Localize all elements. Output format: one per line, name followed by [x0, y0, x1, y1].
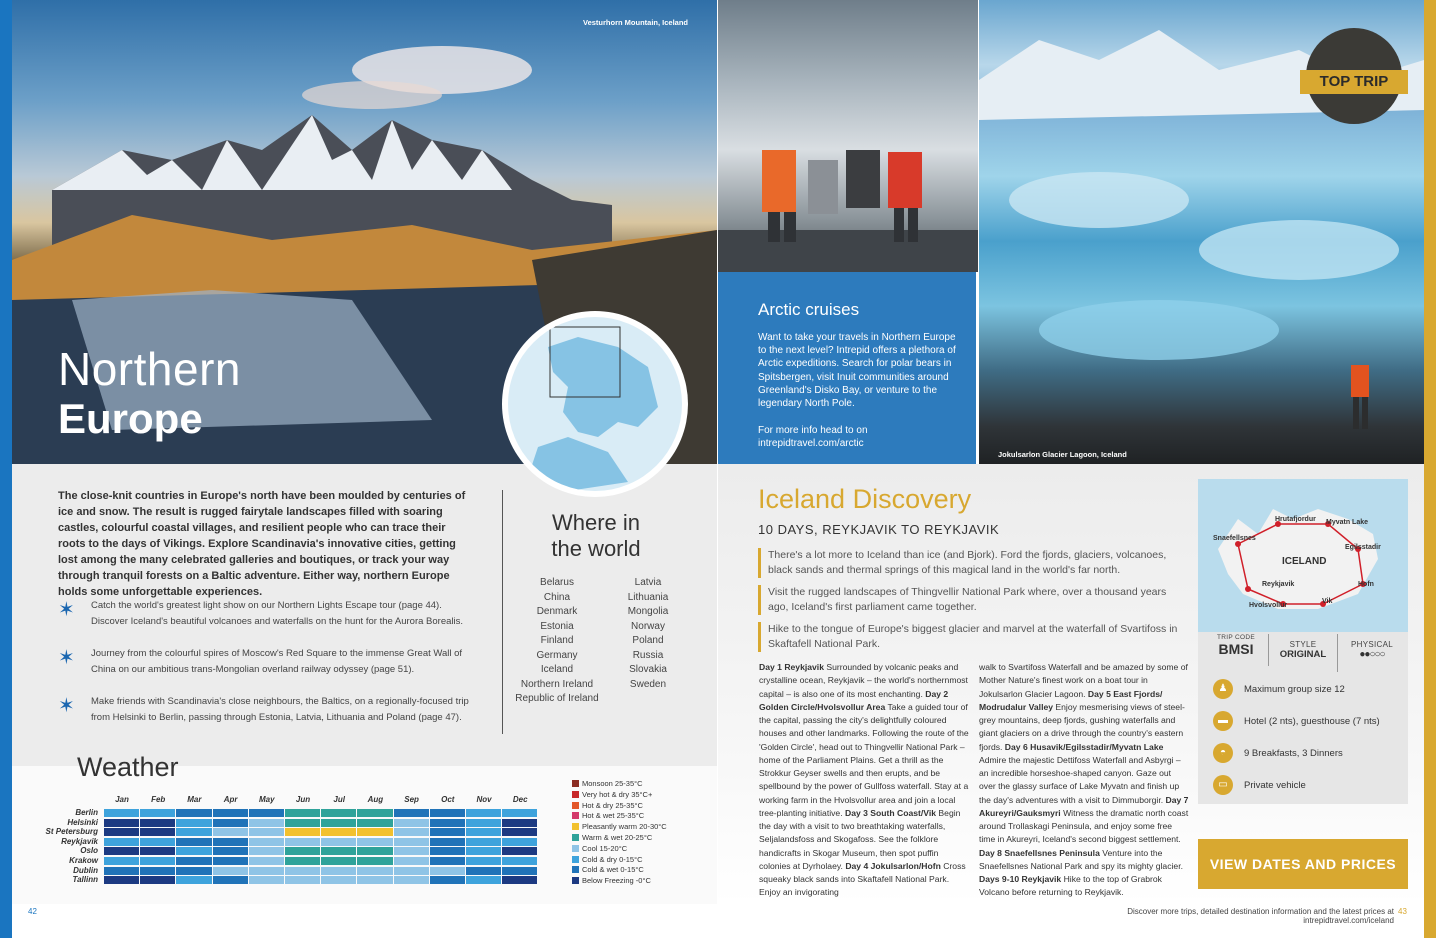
weather-cell	[357, 867, 392, 875]
legend-swatch	[572, 866, 579, 873]
itinerary-day-text: Cross squeaky black sands into Skaftafell National Park. Enjoy an invigorating	[759, 860, 966, 898]
itinerary-day-heading: Days 9-10 Reykjavik	[979, 874, 1062, 884]
weather-cell	[140, 857, 175, 865]
country-item: Norway	[631, 620, 665, 632]
itinerary-day-heading: Day 4 Jokulsarlon/Hofn	[845, 860, 941, 871]
itinerary-day-text: Admire the majestic Dettifoss Waterfall and Asbyrgi – an incredible horseshoe-shaped canyon. Gaze out over the glassy surface of Lake Myvatn and finish up the day's adventures with a visit to Dimmuborgir.	[979, 754, 1181, 805]
bullet-text: Journey from the colourful spires of Moscow's Red Square to the immense Great Wall of China on our ambitious trans-Mongolian overland railway odyssey (page 51).	[91, 648, 463, 675]
page-number-left: 42	[28, 907, 37, 916]
weather-cell	[140, 809, 175, 817]
weather-month-label: Aug	[367, 795, 384, 804]
legend-label: Hot & wet 25-35°C	[582, 811, 645, 821]
weather-cell	[213, 876, 248, 884]
trip-code-value: BMSI	[1218, 641, 1254, 657]
group-icon: ♟	[1213, 679, 1233, 699]
legend-swatch	[572, 845, 579, 852]
country-item: Belarus	[540, 577, 574, 588]
weather-cell	[466, 876, 501, 884]
itinerary-day-heading: Day 5 East Fjords/ Modrudalur Valley	[979, 688, 1163, 712]
weather-cell	[394, 847, 429, 855]
legend-label: Cold & wet 0-15°C	[582, 865, 644, 875]
weather-cell	[285, 857, 320, 865]
hero-caption: Vesturhorn Mountain, Iceland	[583, 18, 689, 27]
legend-swatch	[572, 856, 579, 863]
legend-label: Very hot & dry 35°C+	[582, 789, 653, 799]
weather-cell	[104, 838, 139, 846]
weather-cell	[285, 828, 320, 836]
legend-swatch	[572, 877, 579, 884]
map-place: Hrutafjordur	[1275, 516, 1316, 523]
weather-cell	[466, 847, 501, 855]
weather-cell	[321, 847, 356, 855]
trip-title: Iceland Discovery	[758, 484, 972, 514]
weather-cell	[285, 867, 320, 875]
weather-legend-item	[582, 833, 652, 842]
weather-cell	[213, 867, 248, 875]
itinerary-day-text: Take a guided tour of the capital, passing the city's delightfully coloured houses and other landmarks. Following the route of the 'Golden Circle', head out to Thingvellir National Park – home of the Parliament Plains. Get a thrill as the Strokkur Geyser swells and then erupts, and be spellbound by the power of Gullfoss waterfall. Stay at a working farm in the Hvolsvollur area and join a local tree-planting initiative.	[759, 701, 969, 818]
weather-cell	[357, 847, 392, 855]
country-item: Poland	[632, 635, 664, 646]
physical-cell	[1338, 634, 1406, 672]
legend-label: Warm & wet 20-25°C	[582, 833, 653, 842]
weather-cell	[502, 819, 537, 827]
country-item: Latvia	[634, 577, 662, 588]
weather-cell	[430, 876, 465, 884]
weather-month-label: May	[259, 795, 275, 804]
weather-city-label: Helsinki	[67, 817, 98, 827]
weather-month-label: Dec	[512, 795, 528, 804]
glacier-caption: Jokulsarlon Glacier Lagoon, Iceland	[998, 450, 1127, 459]
itinerary-column-1	[759, 661, 969, 900]
map-place: Myvatn Lake	[1326, 519, 1369, 526]
weather-cell	[357, 828, 392, 836]
weather-cell	[430, 828, 465, 836]
weather-legend-item	[582, 876, 651, 885]
star-icon: ✶	[58, 695, 75, 717]
country-item: Finland	[540, 635, 574, 646]
weather-cell	[140, 838, 175, 846]
bullet-text: Catch the world's greatest light show on our Northern Lights Escape tour (page 44). Discover Iceland's beautiful volcanoes and waterfalls on the hunt for the Aurora Borealis.	[91, 600, 463, 627]
legend-label: Hot & dry 25-35°C	[582, 800, 643, 810]
weather-city-label: Reykjavik	[61, 836, 98, 846]
weather-legend-item	[582, 790, 652, 799]
itinerary-day-text: Begin the day with a visit to two breathtaking waterfalls, Seljalandsfoss and Skogafoss. See the folklore handicrafts in Skogar Museum, then spot puffin colonies at Dyrholaey.	[759, 807, 961, 871]
weather-cell	[394, 819, 429, 827]
itinerary-day-heading: Day 2 Golden Circle/Hvolsvollur Area	[759, 688, 949, 712]
weather-month-label: Nov	[476, 795, 492, 804]
weather-cell	[321, 809, 356, 817]
itinerary-day-heading: Day 1 Reykjavik	[759, 662, 824, 672]
weather-cell	[213, 838, 248, 846]
map-place: Hvolsvollur	[1249, 602, 1288, 609]
weather-cell	[466, 857, 501, 865]
physical-rating-dots: ●●○○○	[1359, 649, 1385, 660]
weather-cell	[357, 876, 392, 884]
itinerary-day-text: Witness the dramatic north coast around Trollaskagi Peninsula, and enjoy some free time in Akureyri, Iceland's second biggest settlement.	[979, 807, 1189, 845]
weather-cell	[176, 857, 211, 865]
weather-cell	[249, 857, 284, 865]
weather-cell	[502, 876, 537, 884]
itinerary-day-text: Venture into the Snaefellsnes National Park and spy its mighty glacier.	[979, 847, 1183, 871]
weather-cell	[213, 828, 248, 836]
map-country-label: ICELAND	[1282, 556, 1327, 567]
weather-cell	[502, 857, 537, 865]
weather-cell	[394, 809, 429, 817]
weather-cell	[104, 857, 139, 865]
page-title-line2: Europe	[58, 395, 203, 442]
country-item: China	[543, 591, 571, 603]
weather-cell	[321, 819, 356, 827]
weather-cell	[176, 876, 211, 884]
arctic-link-text[interactable]: For more info head to on intrepidtravel.com/arctic	[758, 425, 868, 450]
weather-cell	[430, 867, 465, 875]
weather-cell	[213, 847, 248, 855]
legend-label: Below Freezing -0°C	[582, 876, 651, 886]
weather-cell	[321, 838, 356, 846]
style-label: STYLE	[1289, 640, 1317, 649]
country-item: Germany	[536, 649, 578, 661]
weather-cell	[502, 838, 537, 846]
weather-cell	[285, 838, 320, 846]
weather-cell	[394, 838, 429, 846]
legend-swatch	[572, 834, 579, 841]
weather-cell	[249, 838, 284, 846]
map-place: Egilsstadir	[1345, 544, 1381, 551]
physical-label: PHYSICAL	[1351, 640, 1393, 649]
weather-cell	[104, 828, 139, 836]
weather-cell	[466, 838, 501, 846]
weather-cell	[176, 819, 211, 827]
weather-cell	[104, 876, 139, 884]
weather-cell	[394, 867, 429, 875]
weather-legend-item	[582, 779, 643, 788]
weather-cell	[176, 847, 211, 855]
trip-code-label: TRIP CODE	[1217, 634, 1255, 641]
country-item: Mongolia	[627, 606, 669, 617]
right-edge-bar	[1424, 0, 1436, 938]
inclusion-text: Maximum group size 12	[1244, 684, 1345, 695]
itinerary-day-heading: Day 3 South Coast/Vik	[844, 807, 937, 818]
weather-month-label: Jan	[115, 795, 129, 804]
weather-cell	[140, 876, 175, 884]
itinerary-day-heading: Day 6 Husavik/Egilsstadir/Myvatn Lake	[1004, 741, 1164, 752]
arctic-title: Arctic cruises	[758, 300, 860, 319]
weather-cell	[249, 819, 284, 827]
bullet-text: Make friends with Scandinavia's close neighbours, the Baltics, on a regionally-focused trip from Helsinki to Berlin, passing through Estonia, Latvia, Lithuania and Poland (page 47).	[91, 696, 469, 723]
weather-cell	[249, 828, 284, 836]
weather-legend-item	[582, 855, 643, 864]
weather-cell	[430, 838, 465, 846]
country-item: Slovakia	[629, 664, 667, 675]
weather-cell	[140, 867, 175, 875]
weather-cell	[321, 867, 356, 875]
weather-cell	[249, 809, 284, 817]
weather-city-label: Berlin	[75, 808, 98, 817]
weather-cell	[213, 819, 248, 827]
weather-legend-item	[582, 811, 644, 820]
weather-cell	[285, 819, 320, 827]
weather-cell	[104, 809, 139, 817]
legend-label: Pleasantly warm 20-30°C	[582, 822, 667, 832]
legend-swatch	[572, 802, 579, 809]
trip-highlight: Visit the rugged landscapes of Thingvellir National Park where, over a thousand years ago, Iceland's first parliament came together.	[758, 585, 1188, 615]
weather-cell	[430, 809, 465, 817]
intro-paragraph: The close-knit countries in Europe's north have been moulded by centuries of ice and snow. The result is rugged fairytale landscapes filled with soaring castles, colourful coastal villages, and resilient people who can trace their roots to the days of Vikings. Explore Scandinavia's innovative cities, getting lost among the many celebrated galleries and boutiques, or track your way through tranquil forests on a Baltic adventure. Either way, northern Europe holds some unforgettable experiences.	[58, 490, 466, 598]
weather-cell	[321, 876, 356, 884]
inclusion-text: 9 Breakfasts, 3 Dinners	[1244, 748, 1343, 759]
weather-city-label: Tallinn	[72, 875, 98, 885]
weather-cell	[321, 828, 356, 836]
arctic-group-photo	[718, 0, 978, 272]
trip-highlight: Hike to the tongue of Europe's biggest glacier and marvel at the waterfall of Svartifoss in Skaftafell National Park.	[758, 622, 1188, 652]
weather-month-label: Feb	[151, 795, 166, 804]
country-item: Lithuania	[627, 591, 669, 603]
weather-cell	[430, 847, 465, 855]
weather-city-label: Krakow	[69, 856, 98, 865]
weather-title: Weather	[77, 752, 179, 782]
weather-cell	[502, 867, 537, 875]
page-number-right: 43	[1398, 907, 1407, 916]
itinerary-day-text: Hike to the top of Grabrok Volcano before returning to Reykjavik.	[979, 874, 1162, 898]
weather-cell	[357, 819, 392, 827]
bed-icon: ▬	[1213, 711, 1233, 731]
weather-cell	[394, 857, 429, 865]
weather-cell	[285, 847, 320, 855]
weather-cell	[213, 857, 248, 865]
footer-text: Discover more trips, detailed destination information and the latest prices at intrepidtravel.com/iceland	[1127, 907, 1394, 925]
weather-cell	[285, 876, 320, 884]
weather-cell	[249, 847, 284, 855]
weather-legend-item	[582, 801, 643, 810]
map-place: Hofn	[1358, 581, 1374, 588]
country-item: Estonia	[540, 620, 574, 632]
trip-code-cell	[1204, 634, 1269, 666]
itinerary-day-text: Enjoy mesmerising views of steel-grey mountains, deep fjords, gushing waterfalls and giant glaciers on a drive through the country's eastern fjords.	[979, 701, 1185, 752]
weather-legend-item	[582, 822, 667, 831]
weather-cell	[502, 828, 537, 836]
arctic-body: Want to take your travels in Northern Europe to the next level? Intrepid offers a plethora of Arctic expeditions. Search for polar bears in Spitsbergen, visit Inuit communities around Greenland's Disko Bay, or venture to the legendary North Pole.	[758, 332, 956, 410]
star-icon: ✶	[58, 647, 75, 669]
country-item: Sweden	[629, 678, 667, 690]
legend-swatch	[572, 780, 579, 787]
weather-cell	[140, 847, 175, 855]
itinerary-day-text: walk to Svartifoss Waterfall and be amazed by some of Mother Nature's finest work on a boat tour in Jokulsarlon Glacier Lagoon.	[979, 662, 1188, 699]
itinerary-day-heading: Day 8 Snaefellsnes Peninsula	[979, 847, 1100, 858]
map-place: Snaefellsnes	[1213, 535, 1256, 542]
weather-legend-item	[582, 844, 627, 853]
legend-swatch	[572, 791, 579, 798]
map-place: Reykjavik	[1262, 581, 1295, 588]
weather-month-label: Apr	[223, 795, 238, 804]
trip-subtitle: 10 DAYS, REYKJAVIK TO REYKJAVIK	[758, 522, 1000, 537]
weather-city-label: Dublin	[73, 865, 98, 875]
weather-month-label: Jun	[295, 795, 311, 804]
weather-cell	[466, 819, 501, 827]
weather-cell	[502, 809, 537, 817]
weather-cell	[321, 857, 356, 865]
weather-month-label: Mar	[187, 795, 202, 804]
weather-month-label: Sep	[404, 795, 419, 804]
weather-cell	[176, 838, 211, 846]
country-item: Denmark	[536, 606, 578, 617]
weather-cell	[430, 857, 465, 865]
weather-month-label: Oct	[441, 795, 455, 804]
weather-cell	[394, 876, 429, 884]
map-place: Vik	[1322, 598, 1333, 605]
meal-icon: ◓	[1213, 743, 1233, 763]
weather-cell	[176, 828, 211, 836]
legend-swatch	[572, 812, 579, 819]
itinerary-day-heading: Day 7 Akureyri/Gauksmyri	[979, 794, 1189, 818]
weather-cell	[466, 828, 501, 836]
weather-cell	[140, 819, 175, 827]
weather-cell	[249, 876, 284, 884]
weather-cell	[249, 867, 284, 875]
weather-cell	[213, 809, 248, 817]
weather-month-label: Jul	[333, 795, 345, 804]
country-item: Republic of Ireland	[515, 693, 599, 704]
legend-label: Monsoon 25-35°C	[582, 779, 643, 788]
weather-cell	[285, 809, 320, 817]
weather-cell	[357, 809, 392, 817]
weather-cell	[466, 867, 501, 875]
style-cell	[1269, 634, 1338, 672]
weather-cell	[176, 809, 211, 817]
legend-swatch	[572, 823, 579, 830]
where-title-line2: the world	[551, 536, 641, 561]
weather-cell	[104, 819, 139, 827]
weather-city-label: Oslo	[80, 846, 98, 856]
travellers-illustration	[718, 0, 978, 272]
view-dates-button[interactable]: VIEW DATES AND PRICES	[1198, 839, 1408, 889]
weather-cell	[104, 867, 139, 875]
weather-cell	[357, 857, 392, 865]
inclusion-text: Hotel (2 nts), guesthouse (7 nts)	[1244, 716, 1380, 727]
style-value: ORIGINAL	[1279, 649, 1327, 660]
page-title-line1: Northern	[58, 343, 241, 395]
vehicle-icon: ▭	[1213, 775, 1233, 795]
weather-cell	[430, 819, 465, 827]
weather-city-label: St Petersburg	[45, 827, 98, 837]
weather-chart	[0, 0, 717, 938]
weather-cell	[466, 809, 501, 817]
weather-cell	[104, 847, 139, 855]
itinerary-column-2	[979, 661, 1189, 900]
country-item: Russia	[632, 649, 664, 661]
itinerary-day-text: Surrounded by volcanic peaks and crystalline ocean, Reykjavik – the world's northernmost capital – is also one of its most enchanting.	[759, 662, 968, 699]
weather-cell	[140, 828, 175, 836]
inclusion-text: Private vehicle	[1244, 780, 1306, 791]
weather-cell	[394, 828, 429, 836]
weather-cell	[502, 847, 537, 855]
legend-label: Cold & dry 0-15°C	[582, 854, 643, 864]
weather-legend-item	[582, 865, 644, 874]
legend-label: Cool 15-20°C	[582, 843, 628, 853]
country-item: Northern Ireland	[520, 678, 594, 690]
star-icon: ✶	[58, 599, 75, 621]
top-trip-label: TOP TRIP	[1319, 73, 1389, 90]
weather-cell	[176, 867, 211, 875]
weather-cell	[357, 838, 392, 846]
country-item: Iceland	[540, 664, 574, 675]
where-title-line1: Where in	[551, 510, 641, 535]
trip-highlight: There's a lot more to Iceland than ice (and Bjork). Ford the fjords, glaciers, volcanoes, black sands and thermal springs of this magical land in the world's far north.	[758, 548, 1188, 578]
